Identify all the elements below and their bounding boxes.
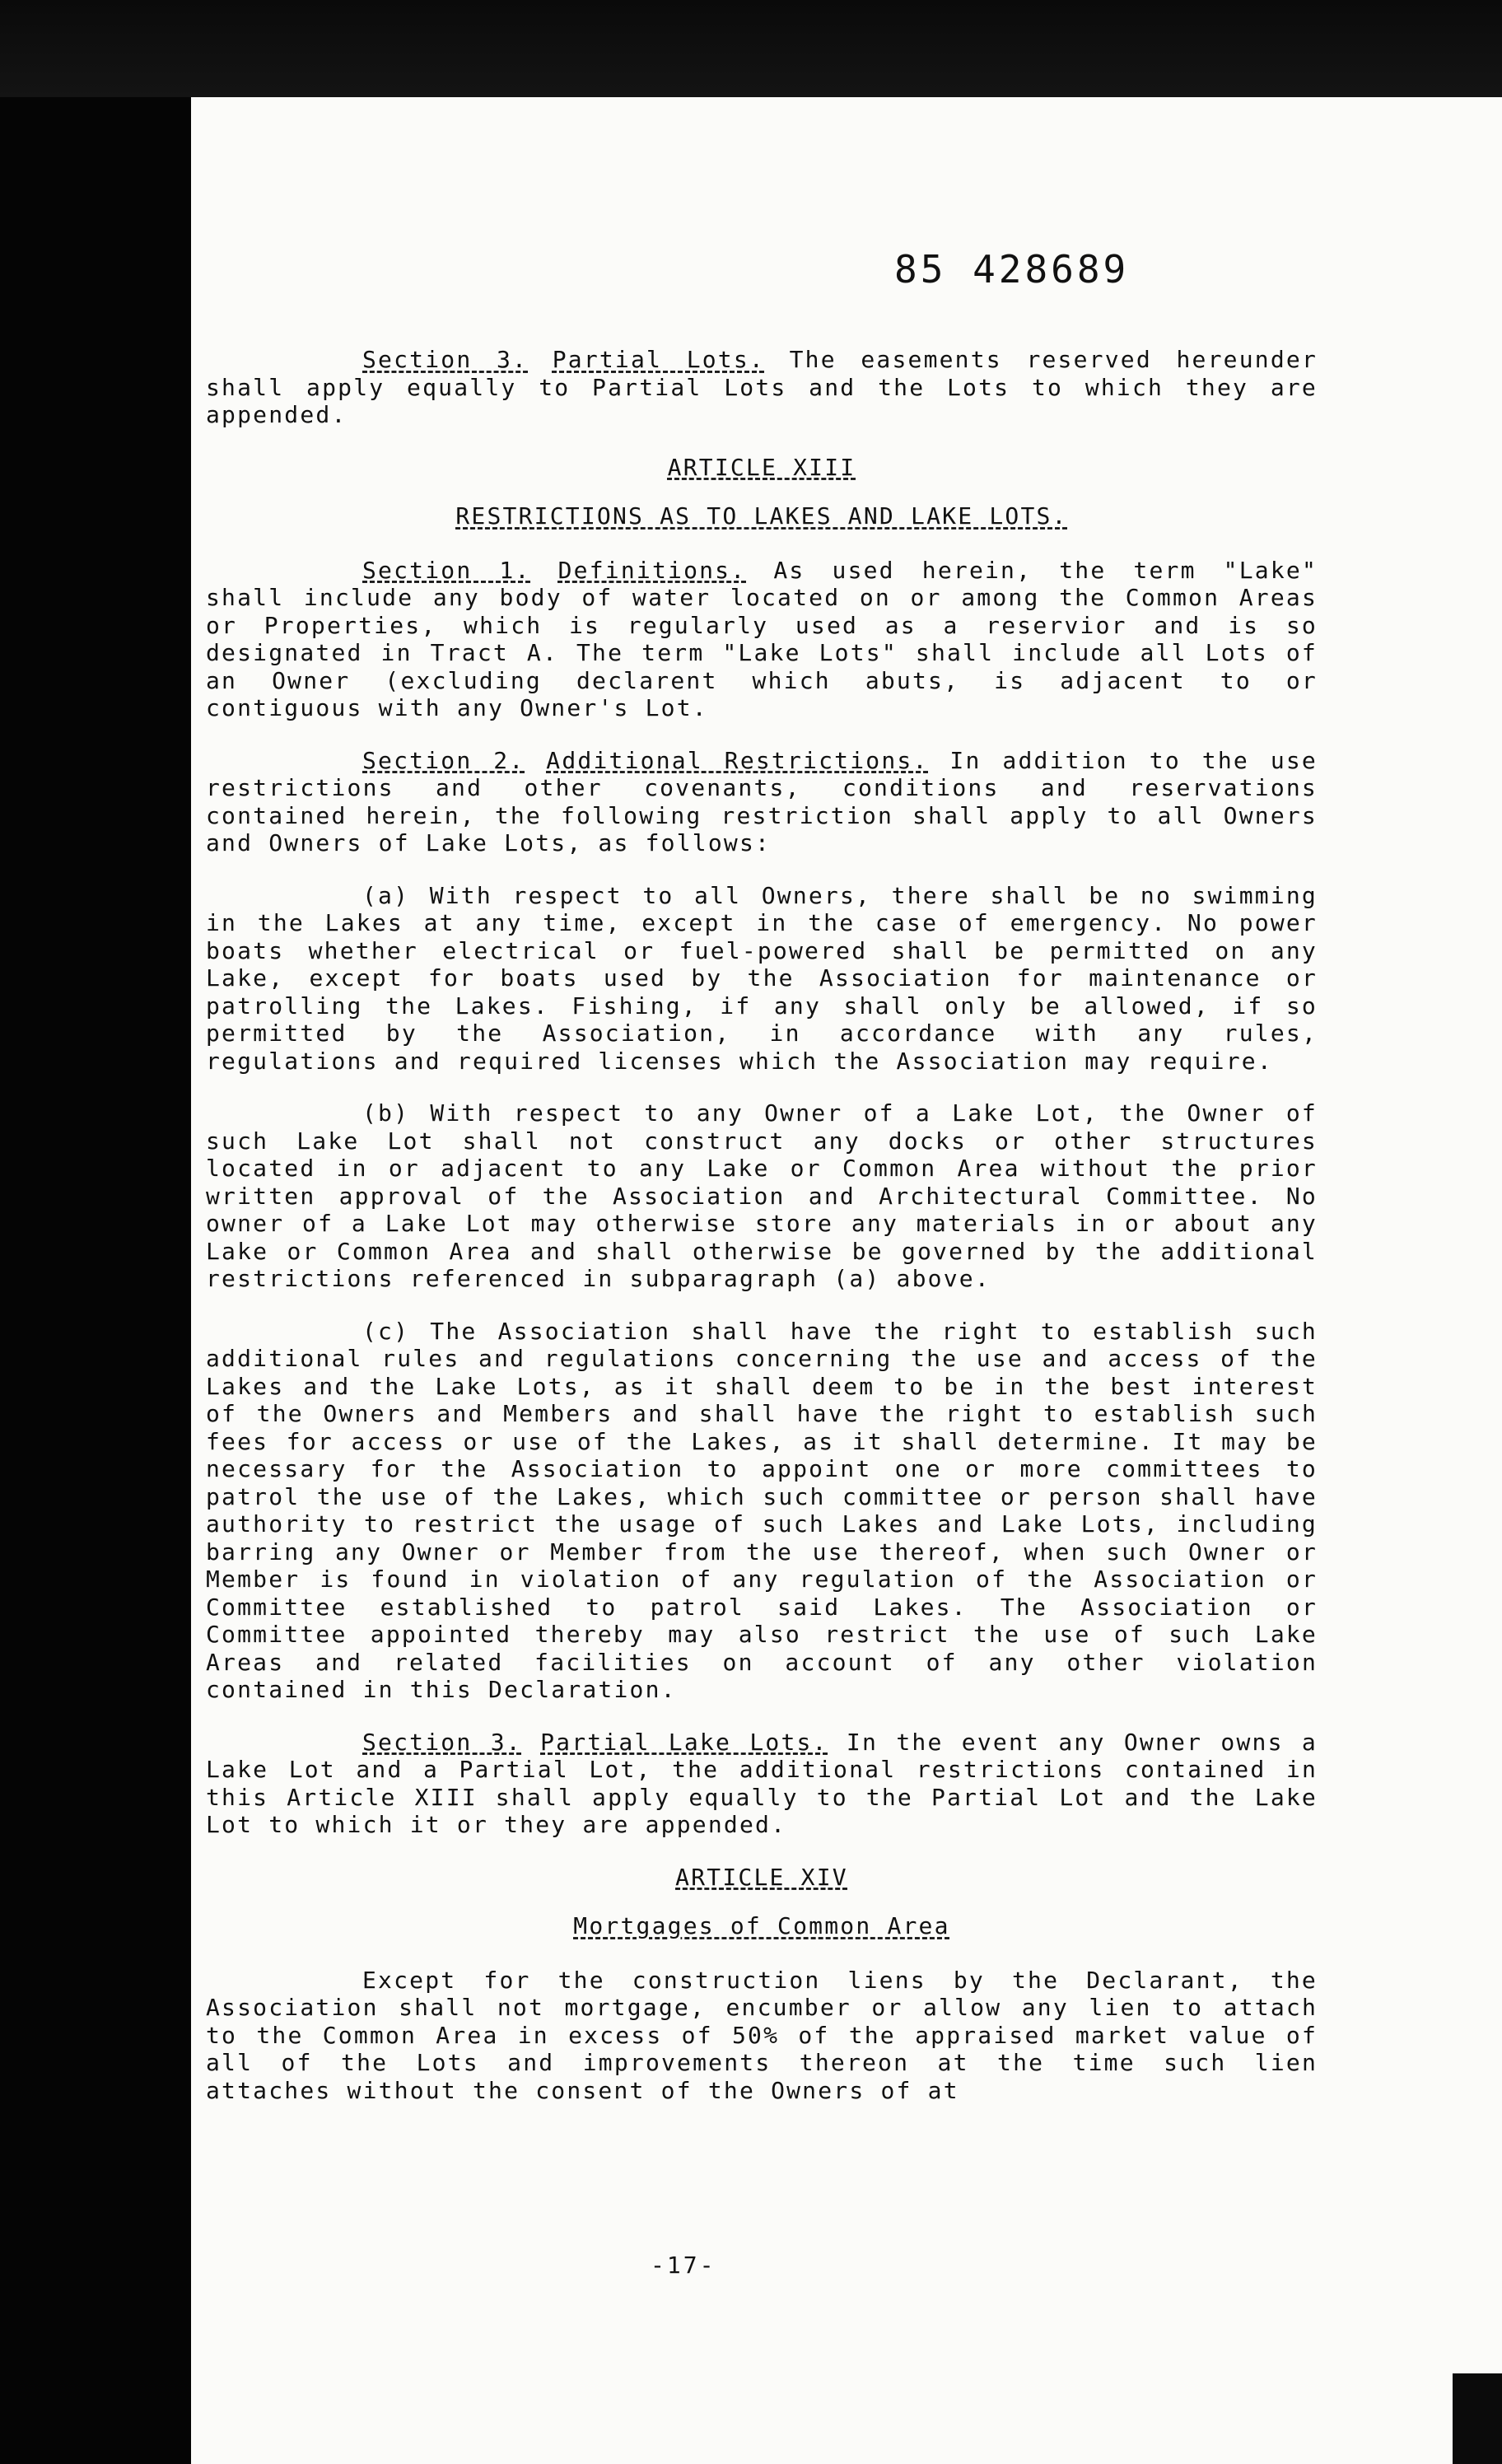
page-number: -17- <box>651 2252 716 2279</box>
article14-paragraph: Except for the construction liens by the Declarant, the Association shall not mortgage, encumber or allow any lien to attach to the Common Area in excess of 50% of the appraised market value of all of the Lots and improvements thereon at the time such lien attaches without the consent of the Owners of at <box>206 1966 1318 2104</box>
section3-partial-lots-paragraph <box>206 346 1318 429</box>
article13-section3-text: In the event any Owner owns a Lake Lot and a Partial Lot, the additional restrictions contained in this Article XIII shall apply equally to the Partial Lot and the Lake Lot to which it or they are appended. <box>206 1728 1318 1838</box>
document-body <box>206 346 1318 2129</box>
article13-section2-item-b: (b) With respect to any Owner of a Lake Lot, the Owner of such Lake Lot shall not construct any docks or other structures located in or adjacent to any Lake or Common Area without the prior written approval of the Association and Architectural Committee. No owner of a Lake Lot may otherwise store any materials in or about any Lake or Common Area and shall otherwise be governed by the additional restrictions referenced in subparagraph (a) above. <box>206 1099 1318 1292</box>
section3-title: Partial Lots. <box>552 346 765 373</box>
scan-corner-mark <box>1453 2373 1502 2464</box>
article13-section2-title: Additional Restrictions. <box>546 746 929 774</box>
article13-section3-paragraph <box>206 1729 1318 1839</box>
article13-section2-heading: Section 2. <box>362 746 525 774</box>
article13-section2-text: In addition to the use restrictions and other covenants, conditions and reservations contained herein, the following restriction shall apply to all Owners and Owners of Lake Lots, as follows: <box>206 746 1318 856</box>
article13-section2-paragraph <box>206 747 1318 857</box>
article13-section2-item-c: (c) The Association shall have the right to establish such additional rules and regulations concerning the use and access of the Lakes and the Lake Lots, as it shall deem to be in the best interest of the Owners and Members and shall have the right to establish such fees for access or use of the Lakes, as it shall determine. It may be necessary for the Association to appoint one or more committees to patrol the use of the Lakes, which such committee or person shall have authority to restrict the usage of such Lakes and Lake Lots, including barring any Owner or Member from the use thereof, when such Owner or Member is found in violation of any regulation of the Association or Committee established to patrol said Lakes. The Association or Committee appointed thereby may also restrict the use of such Lake Areas and related facilities on account of any other violation contained in this Declaration. <box>206 1317 1318 1703</box>
article13-section2-item-a: (a) With respect to all Owners, there shall be no swimming in the Lakes at any time, except in the case of emergency. No power boats whether electrical or fuel-powered shall be permitted on any Lake, except for boats used by the Association for maintenance or patrolling the Lakes. Fishing, if any shall only be allowed, if so permitted by the Association, in accordance with any rules, regulations and required licenses which the Association may require. <box>206 881 1318 1075</box>
section3-heading: Section 3. <box>362 346 529 373</box>
article13-heading: ARTICLE XIII <box>667 453 856 481</box>
article13-subheading: RESTRICTIONS AS TO LAKES AND LAKE LOTS. <box>455 502 1068 530</box>
scan-top-border <box>0 0 1502 99</box>
article14-subheading: Mortgages of Common Area <box>573 1912 950 1939</box>
article13-section1-text: As used herein, the term "Lake" shall include any body of water located on or among the Common Areas or Properties, which is regularly used as a reservior and is so designated in Tract A. The term "Lake Lots" shall include all Lots of an Owner (excluding declarent which abuts, is adjacent to or contiguous with any Owner's Lot. <box>206 556 1318 721</box>
section3-text: The easements reserved hereunder shall apply equally to Partial Lots and the Lots to which they are appended. <box>206 346 1318 428</box>
article14-heading: ARTICLE XIV <box>675 1863 848 1891</box>
scan-left-border <box>0 97 191 2464</box>
article13-section3-title: Partial Lake Lots. <box>540 1728 828 1756</box>
article13-section3-heading: Section 3. <box>362 1728 522 1756</box>
document-number: 85 428689 <box>894 247 1130 292</box>
article13-section1-title: Definitions. <box>557 556 747 584</box>
article13-section1-paragraph <box>206 557 1318 722</box>
article13-section1-heading: Section 1. <box>362 556 531 584</box>
